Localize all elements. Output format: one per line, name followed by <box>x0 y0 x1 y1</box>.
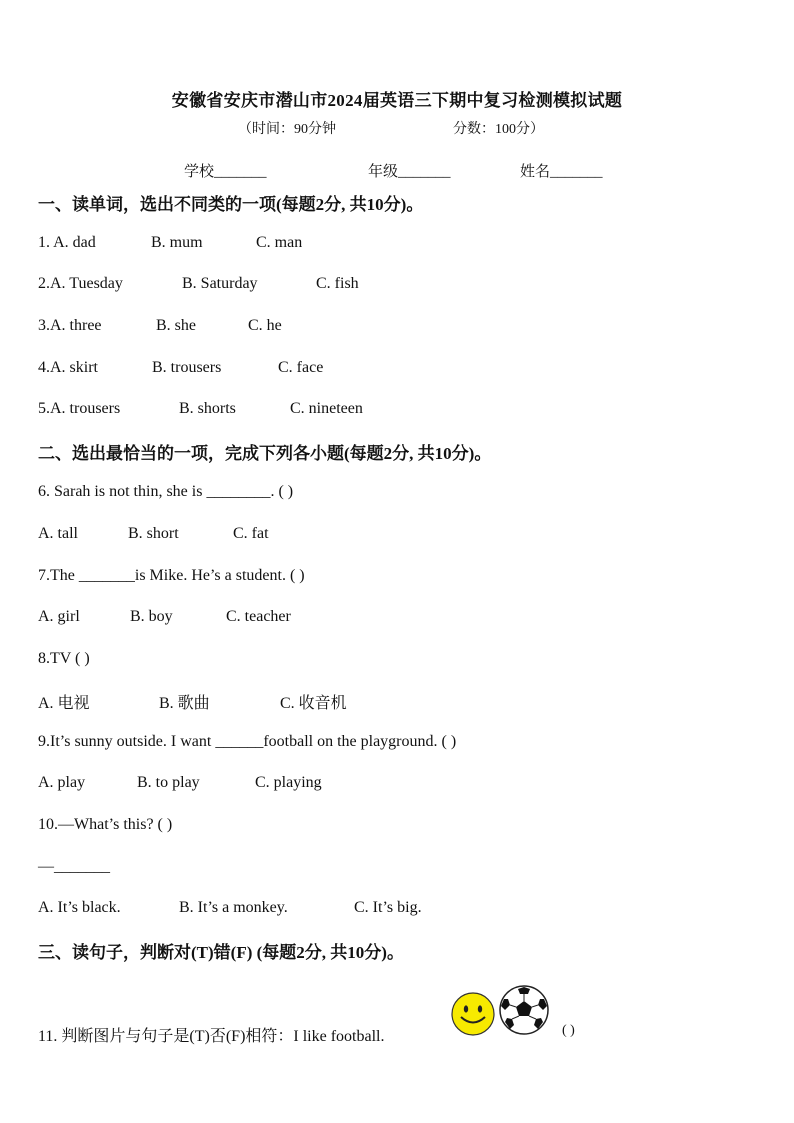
name-field: 姓名_______ <box>520 164 603 180</box>
q2-option-a: 2.A. Tuesday <box>38 275 123 292</box>
q4-option-b: B. trousers <box>152 359 222 376</box>
section-2-heading: 二、选出最恰当的一项，完成下列各小题(每题2分, 共10分)。 <box>38 444 492 463</box>
q1-option-c: C. man <box>256 234 303 251</box>
q9-stem: 9.It’s sunny outside. I want ______football on the playground. ( ) <box>38 733 457 750</box>
q1-option-b: B. mum <box>151 234 203 251</box>
school-field: 学校_______ <box>184 164 267 180</box>
q3-option-a: 3.A. three <box>38 317 102 334</box>
q11-answer-blank: ( ) <box>562 1023 575 1038</box>
q10-option-c: C. It’s big. <box>354 899 422 916</box>
q10-answer-line: —_______ <box>38 858 110 875</box>
exam-time: （时间：90分钟 <box>238 122 336 137</box>
page-title: 安徽省安庆市潜山市2024届英语三下期中复习检测模拟试题 <box>171 91 623 110</box>
q2-option-b: B. Saturday <box>182 275 258 292</box>
q8-option-b: B. 歌曲 <box>159 695 210 712</box>
q8-option-c: C. 收音机 <box>280 695 347 712</box>
q6-option-c: C. fat <box>233 525 269 542</box>
q10-option-a: A. It’s black. <box>38 899 121 916</box>
q10-stem: 10.—What’s this? ( ) <box>38 816 173 833</box>
q6-stem: 6. Sarah is not thin, she is ________. ( ) <box>38 483 294 500</box>
q7-option-c: C. teacher <box>226 608 291 625</box>
q11-picture <box>450 984 552 1038</box>
q5-option-c: C. nineteen <box>290 400 363 417</box>
q6-option-b: B. short <box>128 525 179 542</box>
q11-picture-svg <box>450 984 552 1038</box>
q8-stem: 8.TV ( ) <box>38 650 90 667</box>
exam-score: 分数：100分） <box>453 122 544 137</box>
section-3-heading: 三、读句子，判断对(T)错(F) (每题2分, 共10分)。 <box>38 943 404 962</box>
q4-option-c: C. face <box>278 359 324 376</box>
q5-option-b: B. shorts <box>179 400 236 417</box>
q7-option-b: B. boy <box>130 608 173 625</box>
q9-option-a: A. play <box>38 774 86 791</box>
q7-option-a: A. girl <box>38 608 80 625</box>
q9-option-b: B. to play <box>137 774 200 791</box>
q6-option-a: A. tall <box>38 525 78 542</box>
grade-field: 年级_______ <box>368 164 451 180</box>
q11-stem: 11. 判断图片与句子是(T)否(F)相符：I like football. <box>38 1028 385 1045</box>
q3-option-c: C. he <box>248 317 282 334</box>
q9-option-c: C. playing <box>255 774 322 791</box>
q5-option-a: 5.A. trousers <box>38 400 121 417</box>
q3-option-b: B. she <box>156 317 196 334</box>
soccer-ball-icon <box>500 986 548 1034</box>
q7-stem: 7.The _______is Mike. He’s a student. ( ) <box>38 567 305 584</box>
q10-option-b: B. It’s a monkey. <box>179 899 288 916</box>
smiley-face-icon <box>452 993 494 1035</box>
q2-option-c: C. fish <box>316 275 359 292</box>
section-1-heading: 一、读单词，选出不同类的一项(每题2分, 共10分)。 <box>38 195 424 214</box>
q8-option-a: A. 电视 <box>38 695 90 712</box>
q4-option-a: 4.A. skirt <box>38 359 98 376</box>
q1-option-a: 1. A. dad <box>38 234 96 251</box>
